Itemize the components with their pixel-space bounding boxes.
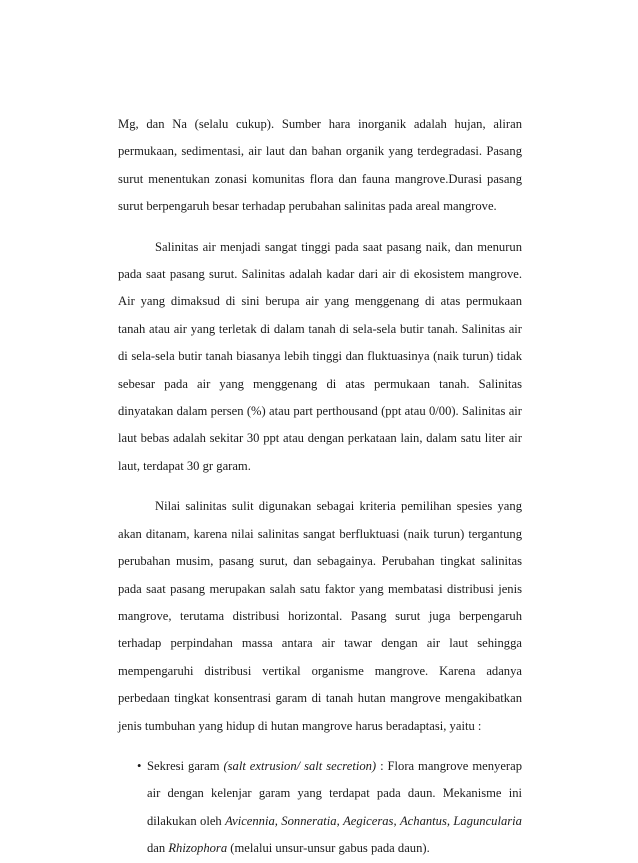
species-rhizophora: Rhizophora bbox=[168, 841, 228, 856]
paragraph-3: Nilai salinitas sulit digunakan sebagai kriteria pemilihan spesies yang akan ditanam, karena nilai salinitas sangat berfluktuasi (naik turun) tergantung perubahan musim, pasang surut, dan sebagainya. Perubahan tingkat salinitas pada saat pasang merupakan salah satu faktor yang membatasi distribusi jenis mangrove, terutama distribusi horizontal. Pasang surut juga berpengaruh terhadap perpindahan massa antara air tawar dengan air laut sehingga mempengaruhi distribusi vertikal organisme mangrove. Karena adanya perbedaan tingkat konsentrasi garam di tanah hutan mangrove mengakibatkan jenis tumbuhan yang hidup di hutan mangrove harus beradaptasi, yaitu : bbox=[118, 499, 522, 733]
bullet-and: dan bbox=[147, 841, 166, 856]
bullet-term: (salt extrusion/ salt secretion) bbox=[223, 758, 377, 773]
bullet-item bbox=[118, 753, 522, 863]
paragraph-2: Salinitas air menjadi sangat tinggi pada saat pasang naik, dan menurun pada saat pasang surut. Salinitas adalah kadar dari air di ekosistem mangrove. Air yang dimaksud di sini berupa air yang menggenang di atas permukaan tanah atau air yang terletak di dalam tanah di sela-sela butir tanah. Salinitas air di sela-sela butir tanah biasanya lebih tinggi dan fluktuasinya (naik turun) tidak sebesar pada air yang menggenang di atas permukaan tanah. Salinitas dinyatakan dalam persen (%) atau part perthousand (ppt atau 0/00). Salinitas air laut bebas adalah sekitar 30 ppt atau dengan perkataan lain, dalam satu liter air laut, terdapat 30 gr garam. bbox=[118, 239, 522, 473]
species-achantus: Achantus, bbox=[399, 813, 451, 828]
paragraph-1: Mg, dan Na (selalu cukup). Sumber hara inorganik adalah hujan, aliran permukaan, sedimentasi, air laut dan bahan organik yang terdegradasi. Pasang surut menentukan zonasi komunitas flora dan fauna mangrove.Durasi pasang surut berpengaruh besar terhadap perubahan salinitas pada areal mangrove. bbox=[118, 117, 522, 214]
species-laguncularia: Laguncularia bbox=[453, 813, 522, 828]
bullet-tail: (melalui unsur-unsur gabus pada daun). bbox=[230, 841, 430, 856]
bullet-lead: Sekresi garam bbox=[147, 758, 224, 773]
bullet-mid: : Flora mangrove menyerap air dengan kelenjar garam yang terdapat pada daun. Mekanisme ini dilakukan oleh bbox=[147, 758, 522, 828]
bullet-text bbox=[147, 753, 522, 863]
paragraph-gap bbox=[118, 221, 522, 234]
species-aegiceras: Aegiceras, bbox=[343, 813, 397, 828]
species-avicennia: Avicennia, bbox=[225, 813, 278, 828]
bullet-symbol: • bbox=[137, 758, 142, 773]
species-sonneratia: Sonneratia, bbox=[281, 813, 340, 828]
document-body bbox=[118, 111, 522, 863]
paragraph-gap bbox=[118, 480, 522, 493]
